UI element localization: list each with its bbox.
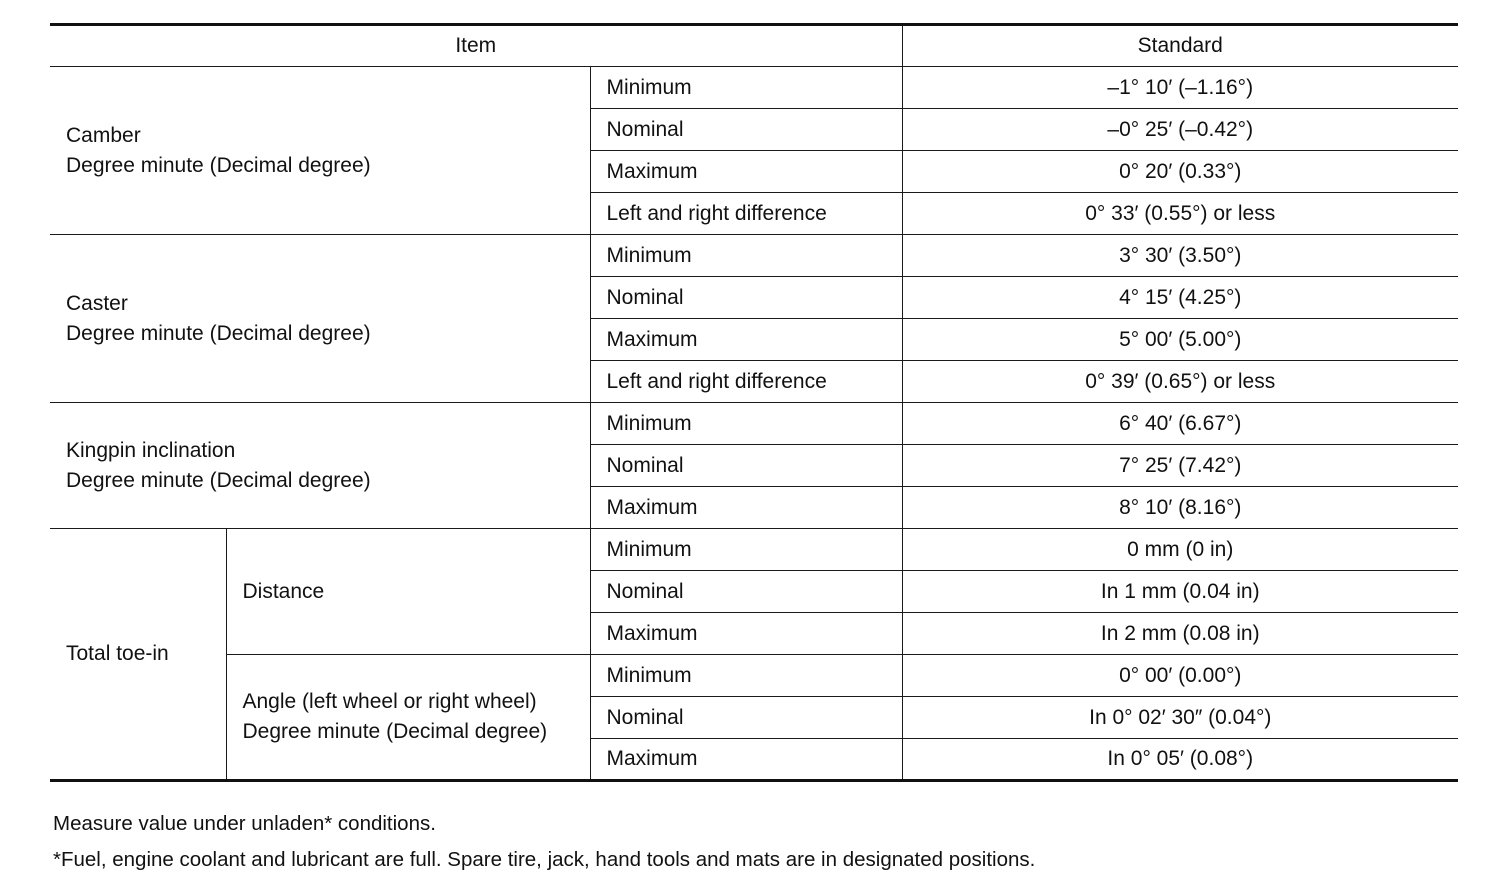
table-notes xyxy=(53,806,1035,878)
camber-unit: Degree minute (Decimal degree) xyxy=(66,153,371,177)
row-label: Minimum xyxy=(590,67,902,109)
camber-group-label xyxy=(50,67,590,235)
row-label: Nominal xyxy=(590,445,902,487)
row-value: In 0° 05′ (0.08°) xyxy=(902,739,1458,781)
toe-in-angle-title: Angle (left wheel or right wheel) xyxy=(242,690,537,713)
note-unladen: Measure value under unladen* conditions. xyxy=(53,812,436,835)
row-value: 7° 25′ (7.42°) xyxy=(902,445,1458,487)
row-label: Minimum xyxy=(590,655,902,697)
row-label: Maximum xyxy=(590,739,902,781)
camber-title: Camber xyxy=(66,123,141,147)
table-row xyxy=(50,67,1458,109)
row-value: In 2 mm (0.08 in) xyxy=(902,613,1458,655)
alignment-spec-table xyxy=(50,23,1458,782)
row-label: Minimum xyxy=(590,529,902,571)
row-value: 8° 10′ (8.16°) xyxy=(902,487,1458,529)
row-label: Minimum xyxy=(590,403,902,445)
row-label: Left and right difference xyxy=(590,361,902,403)
caster-unit: Degree minute (Decimal degree) xyxy=(66,321,371,345)
toe-in-distance-label: Distance xyxy=(226,529,590,655)
kingpin-title: Kingpin inclination xyxy=(66,438,236,462)
row-label: Maximum xyxy=(590,151,902,193)
table-header-row xyxy=(50,25,1458,67)
toe-in-angle-unit: Degree minute (Decimal degree) xyxy=(242,720,548,743)
row-value: 0° 33′ (0.55°) or less xyxy=(902,193,1458,235)
table-row xyxy=(50,655,1458,697)
table-row xyxy=(50,403,1458,445)
caster-group-label xyxy=(50,235,590,403)
row-value: 0 mm (0 in) xyxy=(902,529,1458,571)
row-value: 0° 20′ (0.33°) xyxy=(902,151,1458,193)
row-value: In 0° 02′ 30″ (0.04°) xyxy=(902,697,1458,739)
header-standard: Standard xyxy=(902,25,1458,67)
row-value: –1° 10′ (–1.16°) xyxy=(902,67,1458,109)
row-value: In 1 mm (0.04 in) xyxy=(902,571,1458,613)
row-label: Maximum xyxy=(590,613,902,655)
note-footnote: *Fuel, engine coolant and lubricant are full. Spare tire, jack, hand tools and mats are in designated positions. xyxy=(53,848,1036,871)
row-value: 6° 40′ (6.67°) xyxy=(902,403,1458,445)
header-item: Item xyxy=(50,25,902,67)
toe-in-angle-label xyxy=(226,655,590,781)
row-value: 3° 30′ (3.50°) xyxy=(902,235,1458,277)
row-value: 0° 39′ (0.65°) or less xyxy=(902,361,1458,403)
row-label: Maximum xyxy=(590,487,902,529)
row-label: Nominal xyxy=(590,109,902,151)
table-row xyxy=(50,529,1458,571)
toe-in-group-label: Total toe-in xyxy=(50,529,226,781)
row-value: 0° 00′ (0.00°) xyxy=(902,655,1458,697)
row-label: Left and right difference xyxy=(590,193,902,235)
kingpin-group-label xyxy=(50,403,590,529)
row-value: 5° 00′ (5.00°) xyxy=(902,319,1458,361)
row-label: Nominal xyxy=(590,277,902,319)
caster-title: Caster xyxy=(66,291,128,315)
row-label: Minimum xyxy=(590,235,902,277)
table-row xyxy=(50,235,1458,277)
row-label: Nominal xyxy=(590,571,902,613)
row-label: Maximum xyxy=(590,319,902,361)
row-value: 4° 15′ (4.25°) xyxy=(902,277,1458,319)
row-value: –0° 25′ (–0.42°) xyxy=(902,109,1458,151)
row-label: Nominal xyxy=(590,697,902,739)
kingpin-unit: Degree minute (Decimal degree) xyxy=(66,468,371,492)
